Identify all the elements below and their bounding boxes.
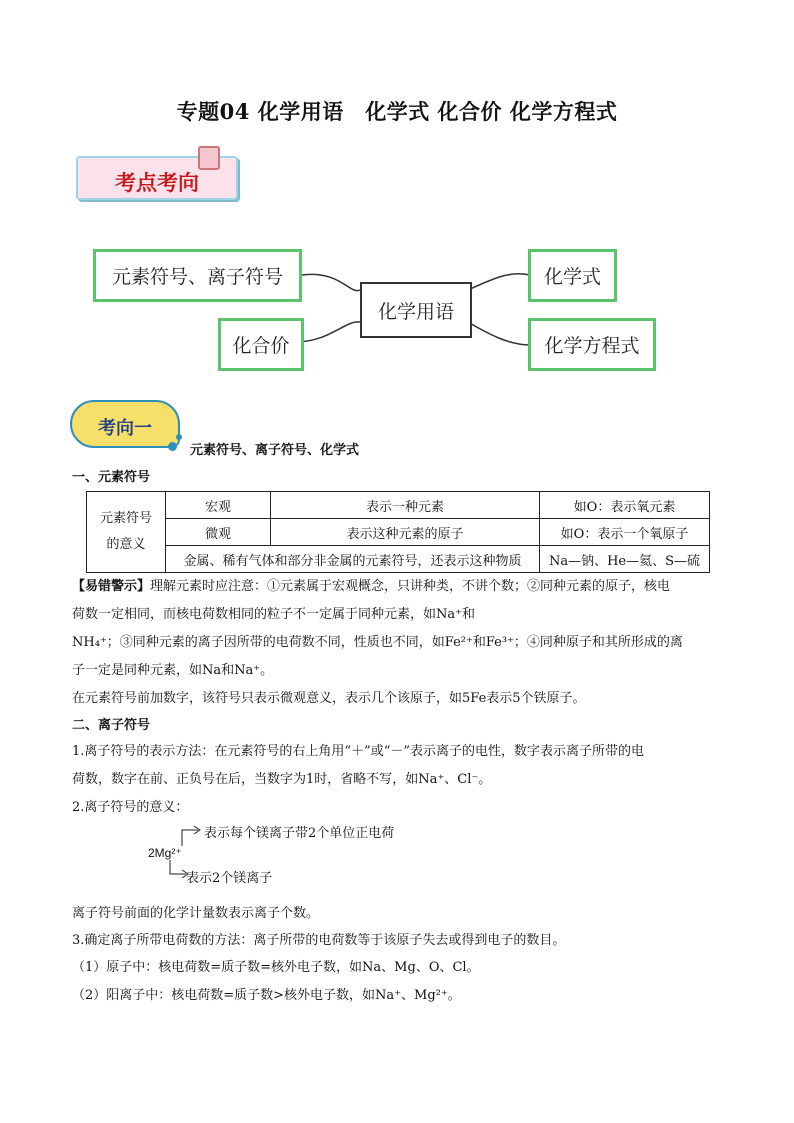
diagram-lower-text: 表示2个镁离子 <box>186 871 273 886</box>
part2-p1b: 荷数，数字在前、正负号在后，当数字为1时，省略不写，如Na⁺、Cl⁻。 <box>72 772 492 787</box>
mindmap-node-center: 化学用语 <box>360 282 472 338</box>
page-title: 专题04 化学用语 化学式 化合价 化学方程式 <box>176 99 618 124</box>
diagram-symbol: 2Mg²⁺ <box>148 846 182 860</box>
table-cell: Na—钠、He—氦、S—硫 <box>540 546 710 573</box>
table-cell-text: 元素符号的意义 <box>99 511 152 552</box>
part1-heading: 一、元素符号 <box>72 470 151 485</box>
warning-line-4: 子一定是同种元素，如Na和Na⁺。 <box>72 663 274 678</box>
dot-icon <box>176 434 182 440</box>
table-cell: 如O：表示氧元素 <box>540 492 710 519</box>
banner-kaodian <box>70 146 245 204</box>
paragraph-number-prefix: 在元素符号前加数字，该符号只表示微观意义，表示几个该原子，如5Fe表示5个铁原子。 <box>72 691 586 706</box>
dot-icon <box>168 442 177 451</box>
banner-text: 考点考向 <box>115 171 199 195</box>
warning-line-3: NH₄⁺；③同种元素的离子因所带的电荷数不同，性质也不同，如Fe²⁺和Fe³⁺；④同种原子和其所形成的离 <box>72 635 683 650</box>
warning-label: 【易错警示】 <box>72 579 151 594</box>
part2-p2: 2.离子符号的意义： <box>72 800 189 815</box>
table-cell: 表示一种元素 <box>271 492 540 519</box>
table-cell: 表示这种元素的原子 <box>271 519 540 546</box>
mindmap-node-equation: 化学方程式 <box>528 318 656 371</box>
warning-line-1 <box>72 573 727 601</box>
element-symbol-table <box>86 491 710 573</box>
mindmap-node-valence: 化合价 <box>218 318 304 371</box>
mindmap-node-symbols: 元素符号、离子符号 <box>93 249 302 302</box>
section-title: 元素符号、离子符号、化学式 <box>190 443 360 458</box>
part2-p6: （2）阳离子中：核电荷数=质子数>核外电子数，如Na⁺、Mg²⁺。 <box>72 988 461 1003</box>
paperclip-icon <box>198 146 220 170</box>
mindmap-node-formula: 化学式 <box>528 249 617 302</box>
part2-p3: 离子符号前面的化学计量数表示离子个数。 <box>72 906 320 921</box>
table-row <box>87 546 710 573</box>
part2-p4: 3.确定离子所带电荷数的方法：离子所带的电荷数等于该原子失去或得到电子的数目。 <box>72 933 566 948</box>
table-cell: 金属、稀有气体和部分非金属的元素符号，还表示这种物质 <box>166 546 540 573</box>
warning-text: 理解元素时应注意：①元素属于宏观概念，只讲种类，不讲个数；②同种元素的原子，核电 <box>150 579 671 594</box>
part2-heading: 二、离子符号 <box>72 718 151 733</box>
banner-shape <box>70 400 180 448</box>
table-row <box>87 519 710 546</box>
banner-text: 考向一 <box>98 418 152 439</box>
ion-meaning-diagram <box>140 820 470 890</box>
table-row-header <box>87 492 166 573</box>
mindmap <box>90 240 660 380</box>
table-cell: 微观 <box>166 519 271 546</box>
table-cell: 宏观 <box>166 492 271 519</box>
part2-p1a: 1.离子符号的表示方法：在元素符号的右上角用“＋”或“－”表示离子的电性，数字表示离子所带的电 <box>72 744 644 759</box>
banner-kaoxiang-1 <box>70 398 180 450</box>
table-cell: 如O：表示一个氧原子 <box>540 519 710 546</box>
table-row <box>87 492 710 519</box>
part2-p5: （1）原子中：核电荷数=质子数=核外电子数，如Na、Mg、O、Cl。 <box>72 960 480 975</box>
warning-line-2: 荷数一定相同，而核电荷数相同的粒子不一定属于同种元素，如Na⁺和 <box>72 607 475 622</box>
diagram-upper-text: 表示每个镁离子带2个单位正电荷 <box>204 826 395 841</box>
